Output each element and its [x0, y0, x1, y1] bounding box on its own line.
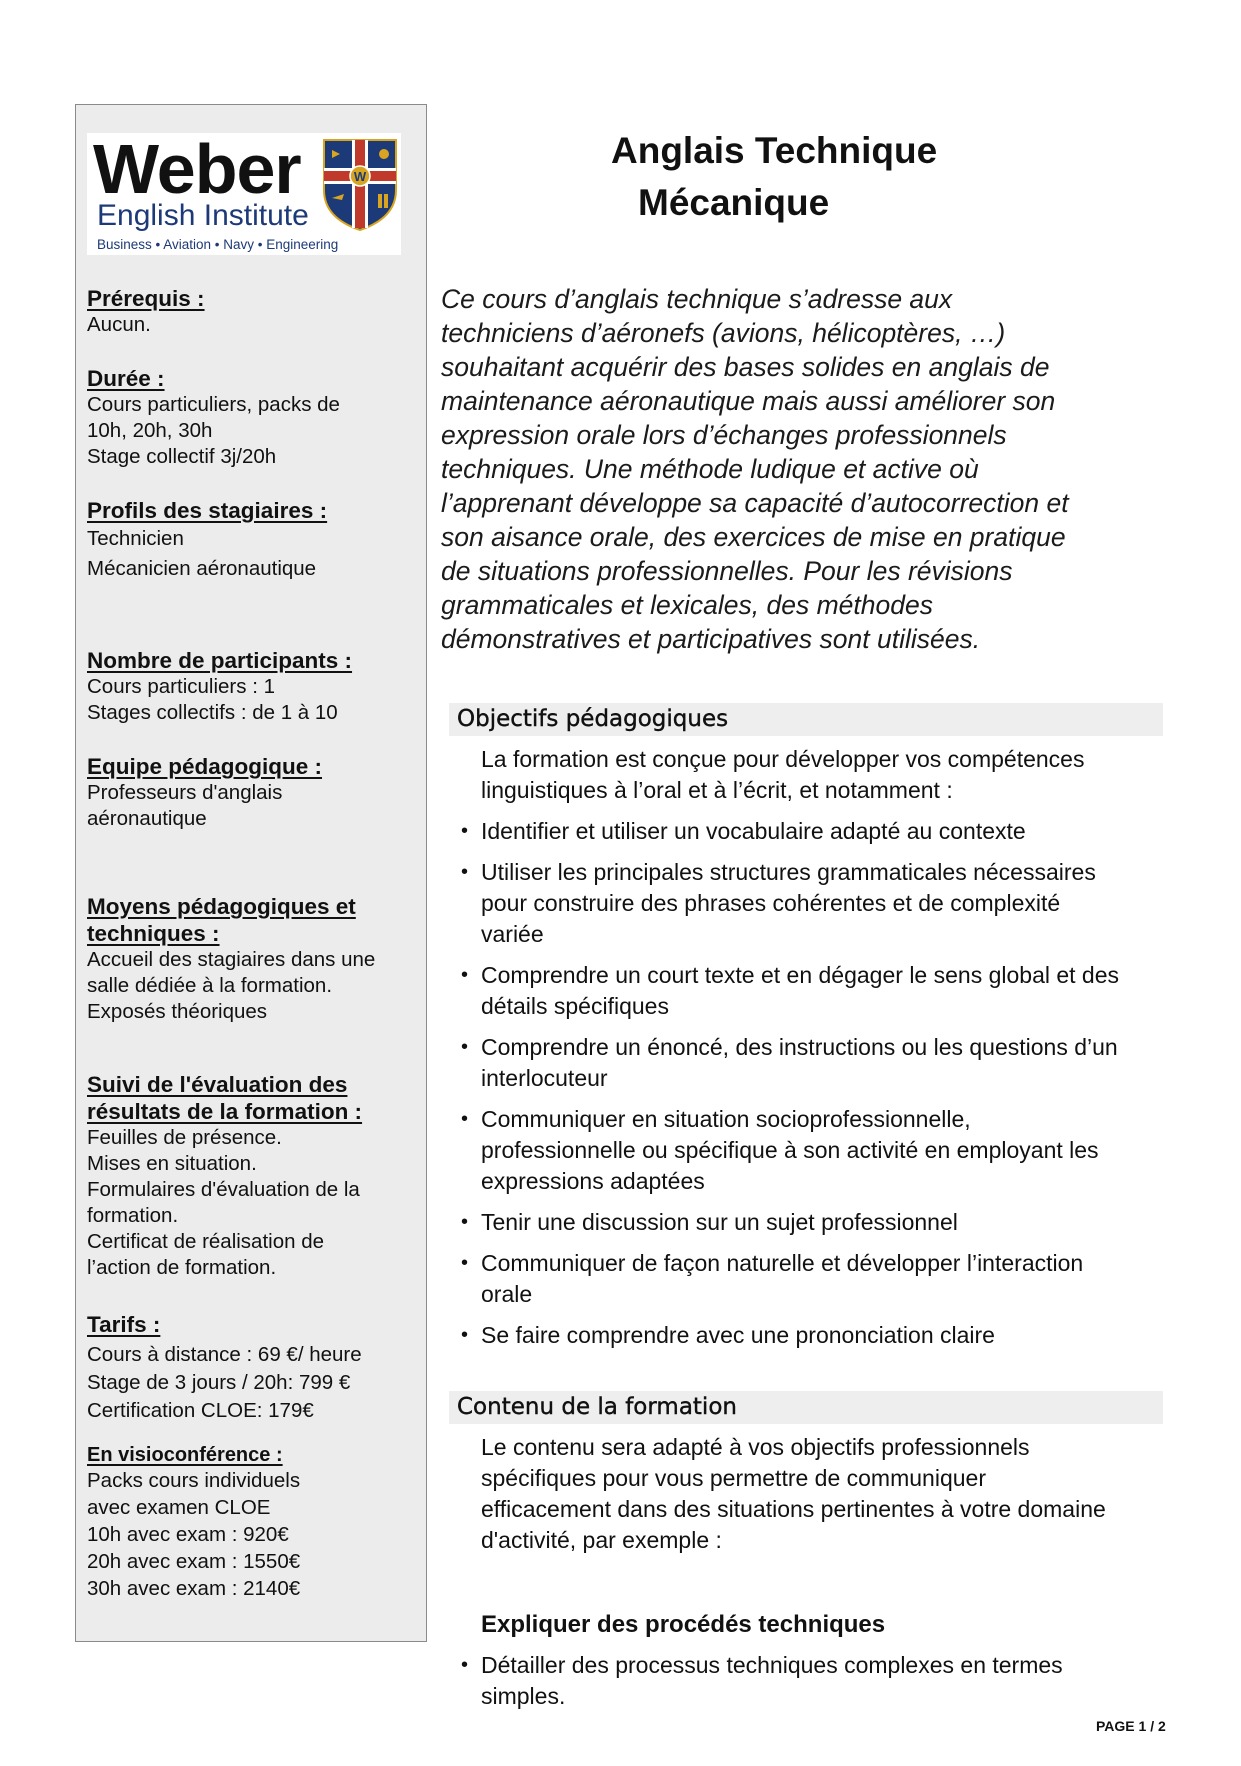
bullet-icon: •	[461, 861, 469, 883]
list-item-line: simples.	[481, 1683, 566, 1709]
prerequisites-text: Aucun.	[87, 313, 151, 336]
participants-block	[87, 647, 417, 726]
weber-logo	[87, 130, 401, 255]
evaluation-block	[87, 1071, 417, 1281]
list-item-line: orale	[481, 1281, 533, 1307]
bullet-icon: •	[461, 820, 469, 842]
duration-heading: Durée :	[87, 366, 165, 391]
visio-line: 20h avec exam : 1550€	[87, 1550, 301, 1573]
list-item	[459, 816, 1179, 847]
list-item-line: Tenir une discussion sur un sujet professionnel	[481, 1209, 958, 1235]
evaluation-line: Certificat de réalisation de	[87, 1230, 325, 1253]
list-item-line: Utiliser les principales structures grammaticales nécessaires	[481, 859, 1096, 885]
participants-heading: Nombre de participants :	[87, 648, 353, 673]
objectives-title: Objectifs pédagogiques	[457, 706, 729, 732]
objectives-section-header	[449, 703, 1163, 736]
logo-subtitle: English Institute	[97, 199, 309, 232]
intro-line: démonstratives et participatives sont utilisées.	[441, 624, 981, 654]
page-subtitle: Mécanique	[638, 182, 830, 223]
list-item-line: Communiquer de façon naturelle et développer l’interaction	[481, 1250, 1084, 1276]
visio-line: 10h avec exam : 920€	[87, 1523, 289, 1546]
bullet-icon: •	[461, 1324, 469, 1346]
prices-block	[87, 1311, 417, 1425]
content-intro-line: spécifiques pour vous permettre de communiquer	[481, 1465, 986, 1491]
intro-line: techniques. Une méthode ludique et active où	[441, 454, 979, 484]
svg-text:W: W	[353, 169, 367, 184]
team-line: Professeurs d'anglais	[87, 781, 283, 804]
content-title: Contenu de la formation	[457, 1394, 737, 1420]
intro-line: souhaitant acquérir des bases solides en anglais de	[441, 352, 1050, 382]
logo-name: Weber	[93, 130, 301, 208]
intro-paragraph	[441, 282, 1161, 656]
intro-line: son aisance orale, des exercices de mise en pratique	[441, 522, 1066, 552]
content-subheading: Expliquer des procédés techniques	[481, 1611, 886, 1638]
objectives-intro-line: La formation est conçue pour développer vos compétences	[481, 746, 1085, 772]
bullet-icon: •	[461, 1036, 469, 1058]
content-intro-line: d'activité, par exemple :	[481, 1527, 722, 1553]
evaluation-heading: Suivi de l'évaluation des	[87, 1072, 348, 1097]
list-item-line: Comprendre un énoncé, des instructions ou les questions d’un	[481, 1034, 1118, 1060]
profile-line: Technicien	[87, 527, 184, 550]
duration-line: Stage collectif 3j/20h	[87, 445, 277, 468]
content-section-header	[449, 1391, 1163, 1424]
list-item	[459, 857, 1179, 950]
duration-block	[87, 365, 417, 470]
bullet-icon: •	[461, 1654, 469, 1676]
bullet-icon: •	[461, 1211, 469, 1233]
list-item	[459, 1032, 1179, 1094]
evaluation-line: l’action de formation.	[87, 1256, 277, 1279]
duration-line: 10h, 20h, 30h	[87, 419, 213, 442]
info-sidebar	[75, 104, 427, 1642]
intro-line: expression orale lors d’échanges professionnels	[441, 420, 1007, 450]
team-block	[87, 753, 417, 832]
participants-line: Stages collectifs : de 1 à 10	[87, 701, 338, 724]
content-intro-line: efficacement dans des situations pertinentes à votre domaine	[481, 1496, 1106, 1522]
intro-line: grammaticales et lexicales, des méthodes	[441, 590, 933, 620]
content-intro	[481, 1432, 1171, 1556]
visio-heading: En visioconférence :	[87, 1444, 283, 1466]
profiles-block	[87, 497, 417, 584]
team-heading: Equipe pédagogique :	[87, 754, 322, 779]
list-item-line: Se faire comprendre avec une prononciation claire	[481, 1322, 995, 1348]
logo-tagline: Business • Aviation • Navy • Engineering	[97, 237, 339, 252]
evaluation-line: Formulaires d'évaluation de la	[87, 1178, 360, 1201]
evaluation-heading: résultats de la formation :	[87, 1099, 363, 1124]
bullet-icon: •	[461, 964, 469, 986]
list-item-line: détails spécifiques	[481, 993, 669, 1019]
visio-line: avec examen CLOE	[87, 1496, 271, 1519]
means-line: Accueil des stagiaires dans une	[87, 948, 376, 971]
means-heading: techniques :	[87, 921, 220, 946]
page-title: Anglais Technique	[611, 130, 938, 171]
profiles-heading: Profils des stagiaires :	[87, 498, 328, 523]
price-line: Cours à distance : 69 €/ heure	[87, 1343, 362, 1366]
participants-line: Cours particuliers : 1	[87, 675, 275, 698]
list-item-line: Détailler des processus techniques complexes en termes	[481, 1652, 1063, 1678]
objectives-list	[459, 816, 1179, 1351]
prerequisites-block	[87, 285, 417, 338]
means-block	[87, 893, 417, 1025]
list-item	[459, 1248, 1179, 1310]
evaluation-line: formation.	[87, 1204, 179, 1227]
means-heading: Moyens pédagogiques et	[87, 894, 356, 919]
list-item-line: variée	[481, 921, 544, 947]
list-item-line: expressions adaptées	[481, 1168, 705, 1194]
intro-line: techniciens d’aéronefs (avions, hélicoptères, …)	[441, 318, 1006, 348]
page-number: PAGE 1 / 2	[1096, 1718, 1166, 1734]
list-item-line: interlocuteur	[481, 1065, 608, 1091]
list-item-line: Communiquer en situation socioprofessionnelle,	[481, 1106, 971, 1132]
duration-line: Cours particuliers, packs de	[87, 393, 340, 416]
list-item-line: Comprendre un court texte et en dégager le sens global et des	[481, 962, 1120, 988]
objectives-intro-line: linguistiques à l’oral et à l’écrit, et notamment :	[481, 777, 953, 803]
profile-line: Mécanicien aéronautique	[87, 557, 317, 580]
bullet-icon: •	[461, 1108, 469, 1130]
list-item	[459, 1320, 1179, 1351]
prices-heading: Tarifs :	[87, 1312, 161, 1337]
team-line: aéronautique	[87, 807, 207, 830]
intro-line: de situations professionnelles. Pour les révisions	[441, 556, 1013, 586]
visio-block	[87, 1443, 417, 1602]
list-item	[459, 1207, 1179, 1238]
intro-line: l’apprenant développe sa capacité d’autocorrection et	[441, 488, 1069, 518]
list-item-line: pour construire des phrases cohérentes et de complexité	[481, 890, 1061, 916]
prerequisites-heading: Prérequis :	[87, 286, 205, 311]
list-item	[459, 1650, 1179, 1712]
means-line: salle dédiée à la formation.	[87, 974, 333, 997]
list-item	[459, 1104, 1179, 1197]
content-list	[459, 1650, 1179, 1712]
content-intro-line: Le contenu sera adapté à vos objectifs professionnels	[481, 1434, 1030, 1460]
evaluation-line: Feuilles de présence.	[87, 1126, 282, 1149]
crest-icon	[322, 138, 398, 232]
intro-line: Ce cours d’anglais technique s’adresse aux	[441, 284, 953, 314]
list-item	[459, 960, 1179, 1022]
list-item-line: Identifier et utiliser un vocabulaire adapté au contexte	[481, 818, 1026, 844]
list-item-line: professionnelle ou spécifique à son activité en employant les	[481, 1137, 1099, 1163]
intro-line: maintenance aéronautique mais aussi améliorer son	[441, 386, 1056, 416]
bullet-icon: •	[461, 1252, 469, 1274]
visio-line: Packs cours individuels	[87, 1469, 301, 1492]
objectives-intro	[481, 744, 1171, 806]
price-line: Stage de 3 jours / 20h: 799 €	[87, 1371, 351, 1394]
means-line: Exposés théoriques	[87, 1000, 268, 1023]
price-line: Certification CLOE: 179€	[87, 1399, 314, 1422]
evaluation-line: Mises en situation.	[87, 1152, 257, 1175]
visio-line: 30h avec exam : 2140€	[87, 1577, 301, 1600]
